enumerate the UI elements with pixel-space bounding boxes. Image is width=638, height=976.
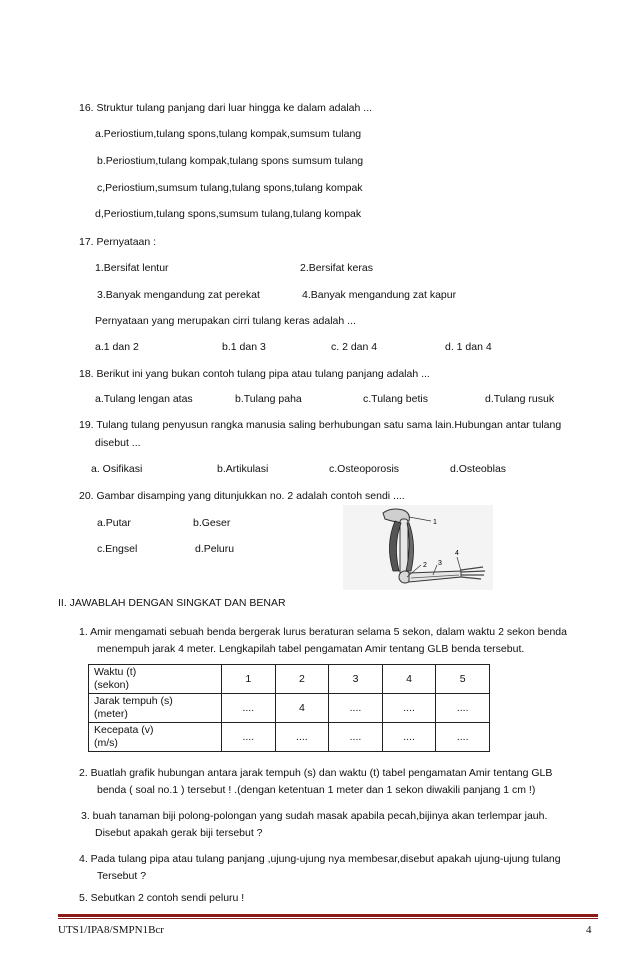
q18-text: 18. Berikut ini yang bukan contoh tulang pipa atau tulang panjang adalah ... <box>79 368 430 380</box>
q17-text: 17. Pernyataan : <box>79 236 157 248</box>
q20-option-a: a.Putar <box>97 517 131 529</box>
table-cell: 5 <box>436 665 490 694</box>
s2-q4-line2: Tersebut ? <box>97 870 147 882</box>
table-row <box>89 723 490 752</box>
q18-option-d: d.Tulang rusuk <box>485 393 555 405</box>
table-cell: 2 <box>275 665 329 694</box>
q16-text: 16. Struktur tulang panjang dari luar hingga ke dalam adalah ... <box>79 102 373 114</box>
s2-q4-line1: 4. Pada tulang pipa atau tulang panjang ,ujung-ujung nya membesar,disebut apakah ujung-ujung tulang <box>79 853 561 865</box>
q17-prompt: Pernyataan yang merupakan cirri tulang keras adalah ... <box>95 315 356 327</box>
q17-statement-3: 3.Banyak mengandung zat perekat <box>97 289 260 301</box>
table-cell: .... <box>329 694 383 723</box>
table-cell: 4 <box>382 665 436 694</box>
table-cell: .... <box>222 694 276 723</box>
q16-option-c: c,Periostium,sumsum tulang,tulang spons,tulang kompak <box>97 182 363 194</box>
table-row-header <box>89 665 222 694</box>
header-line: (meter) <box>94 708 128 720</box>
s2-q1-line2: menempuh jarak 4 meter. Lengkapilah tabel pengamatan Amir tentang GLB benda tersebut. <box>97 643 525 655</box>
header-line: (m/s) <box>94 737 118 749</box>
s2-q3-line2: Disebut apakah gerak biji tersebut ? <box>95 827 263 839</box>
q17-option-d: d. 1 dan 4 <box>445 341 492 353</box>
header-line: Waktu (t) <box>94 666 137 678</box>
q18-option-b: b.Tulang paha <box>235 393 302 405</box>
s2-q3-line1: 3. buah tanaman biji polong-polongan yang sudah masak apabila pecah,bijinya akan terlempar jauh. <box>81 810 548 822</box>
q20-option-b: b.Geser <box>193 517 231 529</box>
table-cell: .... <box>329 723 383 752</box>
glb-observation-table <box>88 664 490 752</box>
q19-option-d: d.Osteoblas <box>450 463 507 475</box>
table-row-header <box>89 723 222 752</box>
q17-option-a: a.1 dan 2 <box>95 341 139 353</box>
q20-option-d: d.Peluru <box>195 543 235 555</box>
q17-statement-2: 2.Bersifat keras <box>300 262 373 274</box>
table-cell: 3 <box>329 665 383 694</box>
s2-q5: 5. Sebutkan 2 contoh sendi peluru ! <box>79 892 245 904</box>
q17-option-b: b.1 dan 3 <box>222 341 266 353</box>
table-row-header <box>89 694 222 723</box>
s2-q1-line1: 1. Amir mengamati sebuah benda bergerak lurus beraturan selama 5 sekon, dalam waktu 2 sekon benda <box>79 626 567 638</box>
table-cell: .... <box>436 694 490 723</box>
q19-option-a: a. Osifikasi <box>91 463 143 475</box>
figure-label-1: 1 <box>433 519 437 526</box>
table-cell: .... <box>436 723 490 752</box>
figure-label-2: 2 <box>423 562 427 569</box>
table-cell: .... <box>382 723 436 752</box>
arm-joint-figure <box>343 505 493 590</box>
q19-option-c: c.Osteoporosis <box>329 463 400 475</box>
q17-statement-4: 4.Banyak mengandung zat kapur <box>302 289 457 301</box>
q16-option-a: a.Periostium,tulang spons,tulang kompak,sumsum tulang <box>95 128 362 140</box>
q18-option-c: c.Tulang betis <box>363 393 428 405</box>
figure-label-3: 3 <box>438 560 442 567</box>
table-cell: 4 <box>275 694 329 723</box>
q16-option-d: d,Periostium,tulang spons,sumsum tulang,tulang kompak <box>95 208 362 220</box>
q20-text: 20. Gambar disamping yang ditunjukkan no. 2 adalah contoh sendi .... <box>79 490 405 502</box>
table-cell: .... <box>222 723 276 752</box>
header-line: Kecepata (v) <box>94 724 154 736</box>
footer-rule <box>58 914 598 917</box>
q19-text-line1: 19. Tulang tulang penyusun rangka manusia saling berhubungan satu sama lain.Hubungan antar tulang <box>79 419 562 431</box>
header-line: Jarak tempuh (s) <box>94 695 173 707</box>
q18-option-a: a.Tulang lengan atas <box>95 393 193 405</box>
table-cell: .... <box>382 694 436 723</box>
page-number: 4 <box>586 924 592 936</box>
table-cell: .... <box>275 723 329 752</box>
q19-text-line2: disebut ... <box>95 437 141 449</box>
q17-option-c: c. 2 dan 4 <box>331 341 378 353</box>
q16-option-b: b.Periostium,tulang kompak,tulang spons sumsum tulang <box>97 155 364 167</box>
section2-heading: II. JAWABLAH DENGAN SINGKAT DAN BENAR <box>58 597 286 609</box>
footer-code: UTS1/IPA8/SMPN1Bcr <box>58 924 164 936</box>
table-row <box>89 694 490 723</box>
s2-q2-line2: benda ( soal no.1 ) tersebut ! .(dengan ketentuan 1 meter dan 1 sekon diwakili panjang 1 cm !) <box>97 784 536 796</box>
s2-q2-line1: 2. Buatlah grafik hubungan antara jarak tempuh (s) dan waktu (t) tabel pengamatan Amir tentang GLB <box>79 767 553 779</box>
q19-option-b: b.Artikulasi <box>217 463 269 475</box>
footer-rule-thin <box>58 918 598 919</box>
figure-label-4: 4 <box>455 550 459 557</box>
q20-option-c: c.Engsel <box>97 543 138 555</box>
table-row <box>89 665 490 694</box>
q17-statement-1: 1.Bersifat lentur <box>95 262 169 274</box>
header-line: (sekon) <box>94 679 130 691</box>
table-cell: 1 <box>222 665 276 694</box>
